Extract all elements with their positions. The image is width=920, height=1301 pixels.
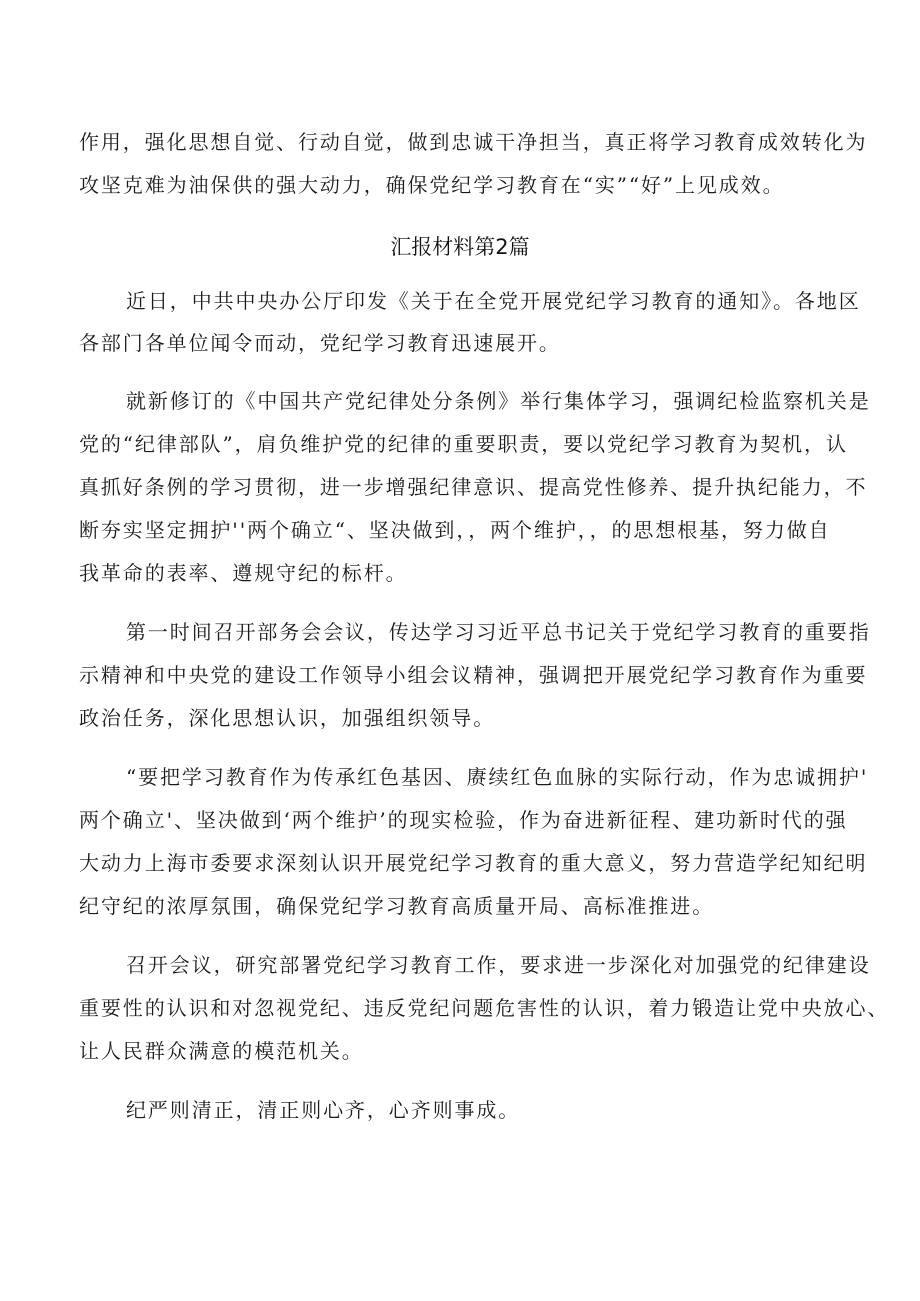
paragraph-line: “要把学习教育作为传承红色基因、赓续红色血脉的实际行动，作为忠诚拥护' — [126, 765, 869, 789]
paragraph-line: 两个确立'、坚决做到‘两个维护’的现实检验，作为奋进新征程、建功新时代的强 — [79, 808, 848, 832]
paragraph-line: 党的“纪律部队”，肩负维护党的纪律的重要职责，要以党纪学习教育为契机，认 — [79, 432, 848, 456]
paragraph-line: 真抓好条例的学习贯彻，进一步增强纪律意识、提高党性修养、提升执纪能力，不 — [79, 475, 868, 499]
paragraph-line: 就新修订的《中国共产党纪律处分条例》举行集体学习，强调纪检监察机关是 — [126, 389, 871, 413]
paragraph-line: 纪守纪的浓厚氛围，确保党纪学习教育高质量开局、高标准推进。 — [79, 894, 715, 918]
paragraph-line: 纪严则清正，清正则心齐，心齐则事成。 — [126, 1098, 521, 1122]
intro-line-2: 攻坚克难为油保供的强大动力，确保党纪学习教育在“实”“好”上见成效。 — [79, 173, 785, 197]
paragraph-line: 各部门各单位闻令而动，党纪学习教育迅速展开。 — [79, 331, 561, 355]
section-title: 汇报材料第2篇 — [390, 235, 530, 259]
paragraph-line: 示精神和中央党的建设工作领导小组会议精神，强调把开展党纪学习教育作为重要 — [79, 663, 868, 687]
paragraph-line: 让人民群众满意的模范机关。 — [79, 1039, 364, 1063]
paragraph-line: 重要性的认识和对忽视党纪、违反党纪问题危害性的认识，着力锻造让党中央放心、 — [79, 996, 890, 1020]
paragraph-line: 召开会议，研究部署党纪学习教育工作，要求进一步深化对加强党的纪律建设 — [126, 953, 871, 977]
paragraph-line: 第一时间召开部务会会议，传达学习习近平总书记关于党纪学习教育的重要指 — [126, 620, 871, 644]
paragraph-line: 我革命的表率、遵规守纪的标杆。 — [79, 561, 408, 585]
paragraph-line: 断夯实坚定拥护''两个确立“、坚决做到，，两个维护，，的思想根基，努力做自 — [79, 518, 831, 542]
paragraph-line: 大动力上海市委要求深刻认识开展党纪学习教育的重大意义，努力营造学纪知纪明 — [79, 851, 868, 875]
intro-line-1: 作用，强化思想自觉、行动自觉，做到忠诚干净担当，真正将学习教育成效转化为 — [79, 130, 868, 154]
paragraph-line: 近日，中共中央办公厅印发《关于在全党开展党纪学习教育的通知》。各地区 — [126, 289, 861, 313]
paragraph-line: 政治任务，深化思想认识，加强组织领导。 — [79, 706, 496, 730]
